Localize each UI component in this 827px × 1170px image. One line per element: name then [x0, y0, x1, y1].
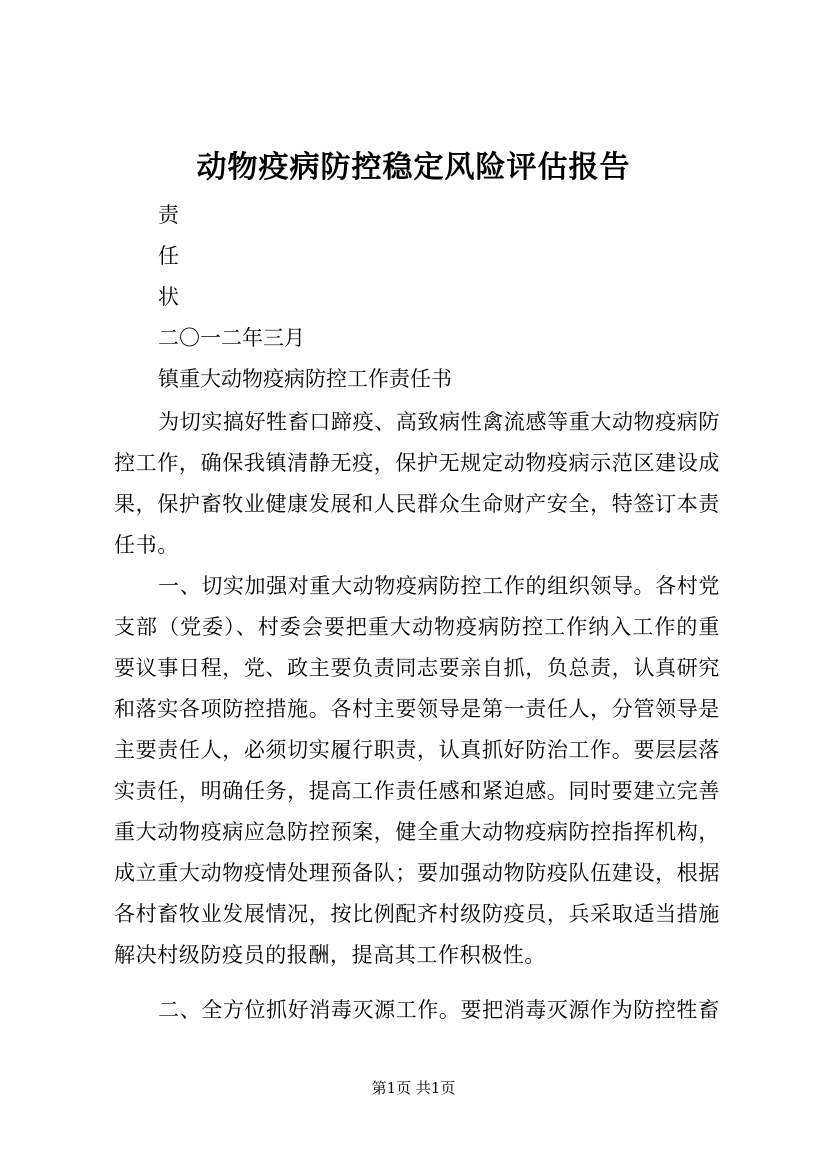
paragraph-section-2: 二、全方位抓好消毒灭源工作。要把消毒灭源作为防控牲畜 [158, 998, 720, 1022]
document-subtitle: 镇重大动物疫病防控工作责任书 [158, 367, 452, 391]
paragraph-intro: 为切实搞好牲畜口蹄疫、高致病性禽流感等重大动物疫病防控工作，确保我镇清静无疫，保护无规定动物疫病示范区建设成果，保护畜牧业健康发展和人民群众生命财产安全，特签订本责任书。 [114, 410, 720, 557]
vertical-char-3: 状 [158, 285, 179, 309]
paragraph-section-1: 一、切实加强对重大动物疫病防控工作的组织领导。各村党支部（党委）、村委会要把重大动物疫病防控工作纳入工作的重要议事日程，党、政主要负责同志要亲自抓，负总责，认真研究和落实各项防控措施。各村主要领导是第一责任人，分管领导是主要责任人，必须切实履行职责，认真抓好防治工作。要层层落实责任，明确任务，提高工作责任感和紧迫感。同时要建立完善重大动物疫病应急防控预案，健全重大动物疫病防控指挥机构，成立重大动物疫情处理预备队；要加强动物防疫队伍建设，根据各村畜牧业发展情况，按比例配齐村级防疫员，兵采取适当措施解决村级防疫员的报酬，提高其工作积极性。 [114, 574, 720, 967]
page-footer: 第1页 共1页 [371, 1079, 456, 1097]
vertical-char-2: 任 [158, 244, 179, 268]
document-title: 动物疫病防控稳定风险评估报告 [196, 150, 631, 185]
document-date: 二〇一二年三月 [158, 326, 305, 350]
vertical-char-1: 责 [158, 203, 179, 227]
